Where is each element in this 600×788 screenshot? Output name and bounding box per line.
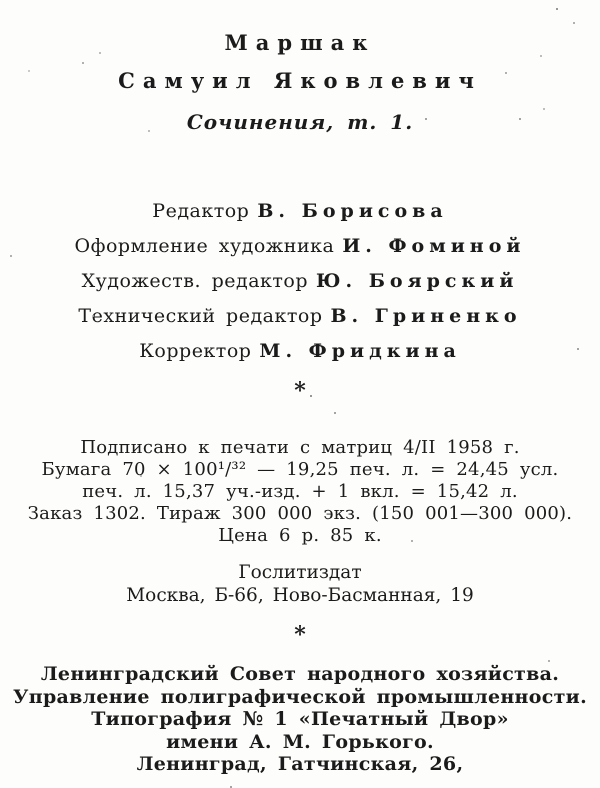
print-info-block bbox=[0, 437, 600, 547]
credit-role: Корректор bbox=[139, 340, 252, 362]
printer-line: Типография № 1 «Печатный Двор» bbox=[91, 708, 509, 730]
asterisk-separator: * bbox=[294, 622, 306, 648]
credit-line-design bbox=[0, 229, 600, 264]
publisher-block bbox=[0, 561, 600, 607]
credit-role: Художеств. редактор bbox=[81, 270, 309, 292]
book-header bbox=[0, 26, 600, 134]
credit-role: Оформление художника bbox=[74, 235, 335, 257]
credit-name: Ю. Боярский bbox=[316, 270, 519, 292]
printer-block bbox=[0, 663, 600, 776]
price-line: Цена 6 р. 85 к. bbox=[218, 525, 382, 546]
credit-role: Технический редактор bbox=[78, 305, 323, 327]
publisher-name: Гослитиздат bbox=[238, 562, 362, 583]
print-info-line: Заказ 1302. Тираж 300 000 экз. (150 001—300 000). bbox=[27, 503, 573, 524]
printer-line: имени А. М. Горького. bbox=[166, 730, 434, 753]
credits-block bbox=[0, 194, 600, 369]
credit-name: М. Фридкина bbox=[259, 340, 461, 362]
author-given-names: Самуил Яковлевич bbox=[118, 68, 482, 93]
credit-role: Редактор bbox=[152, 200, 250, 222]
printer-line: Управление полиграфической промышленности. bbox=[13, 685, 587, 708]
credit-line-tech-editor bbox=[0, 299, 600, 334]
credit-name: В. Борисова bbox=[257, 200, 448, 222]
author-surname: Маршак bbox=[224, 30, 376, 55]
credit-name: И. Фоминой bbox=[342, 235, 526, 257]
credit-line-proofreader bbox=[0, 334, 600, 369]
publisher-address: Москва, Б-66, Ново-Басманная, 19 bbox=[126, 585, 474, 606]
printer-line: Ленинградский Совет народного хозяйства. bbox=[40, 663, 560, 685]
print-info-line: печ. л. 15,37 уч.-изд. + 1 вкл. = 15,42 л. bbox=[82, 481, 518, 502]
edition-title: Сочинения, т. 1. bbox=[186, 110, 414, 134]
credit-name: В. Гриненко bbox=[330, 305, 522, 327]
asterisk-separator: * bbox=[294, 378, 306, 404]
credit-line-editor bbox=[0, 194, 600, 229]
credit-line-art-editor bbox=[0, 264, 600, 299]
scan-noise bbox=[0, 0, 2, 2]
print-info-line: Бумага 70 × 100¹/³² — 19,25 печ. л. = 24,45 усл. bbox=[41, 459, 559, 480]
printer-line: Ленинград, Гатчинская, 26, bbox=[136, 753, 464, 775]
print-info-line: Подписано к печати с матриц 4/II 1958 г. bbox=[80, 437, 520, 458]
